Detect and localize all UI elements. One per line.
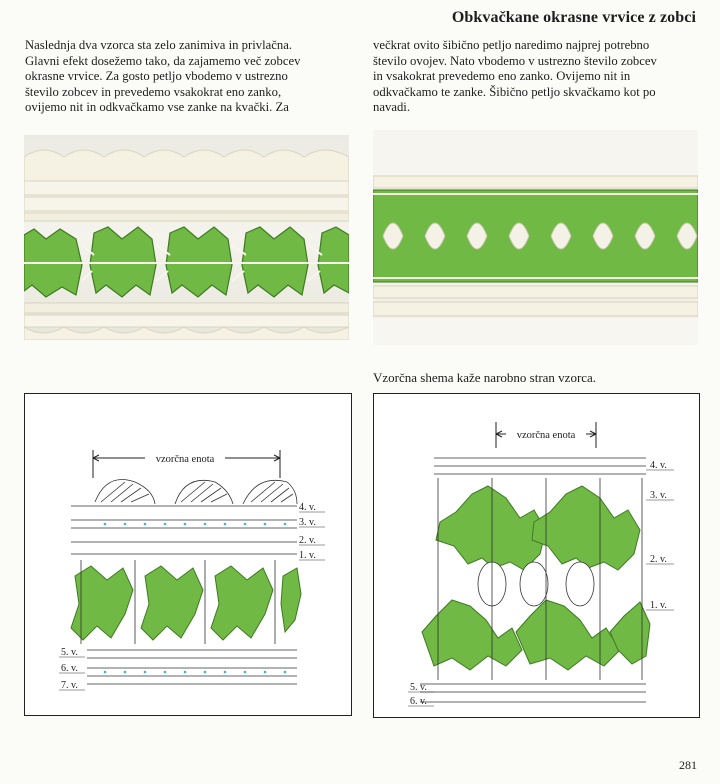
text-line: okrasne vrvice. Za gosto petljo vbodemo v ustrezno — [25, 69, 288, 84]
row-label: 2. v. — [650, 554, 667, 565]
page-title: Obkvačkane okrasne vrvice z zobci — [451, 9, 696, 26]
text-line: število ovojev. Nato vbodemo v ustrezno število zobcev — [373, 53, 657, 68]
page-number: 281 — [679, 758, 697, 772]
row-label: 3. v. — [299, 517, 316, 528]
text-line: Glavni efekt dosežemo tako, da zajamemo več zobcev — [25, 53, 301, 68]
row-label: 1. v. — [650, 600, 667, 611]
crochet-diagram-left — [24, 393, 352, 716]
text-line: navadi. — [373, 100, 410, 115]
text-line: ovijemo nit in odkvačkamo vse zanke na kvački. Za — [25, 100, 289, 115]
text-line: in vsakokrat prevedemo eno zanko. Ovijemo nit in — [373, 69, 631, 84]
row-label: 7. v. — [61, 680, 78, 691]
crochet-diagram-right — [373, 393, 700, 718]
diagram-caption: Vzorčna shema kaže narobno stran vzorca. — [373, 370, 597, 385]
text-line: večkrat ovito šibično petljo naredimo najprej potrebno — [373, 38, 650, 52]
unit-label: vzorčna enota — [155, 454, 215, 465]
row-label: 4. v. — [650, 460, 667, 471]
braid-photo-left — [24, 135, 349, 340]
row-label: 4. v. — [299, 502, 316, 513]
unit-label: vzorčna enota — [516, 430, 576, 441]
row-label: 3. v. — [650, 490, 667, 501]
row-label: 6. v. — [61, 663, 78, 674]
text-line: število zobcev in prevedemo vsakokrat eno zanko, — [25, 84, 282, 99]
row-label: 5. v. — [410, 682, 427, 693]
braid-photo-right — [373, 130, 698, 345]
row-label: 6. v. — [410, 696, 427, 707]
right-text-column — [373, 38, 703, 116]
row-label: 2. v. — [299, 535, 316, 546]
text-line: odkvačkamo te zanke. Šibično petljo skvačkamo kot po — [373, 84, 656, 99]
row-label: 1. v. — [299, 550, 316, 561]
text-line: Naslednja dva vzorca sta zelo zanimiva in privlačna. — [25, 38, 293, 52]
row-label: 5. v. — [61, 647, 78, 658]
left-text-column — [25, 38, 345, 116]
